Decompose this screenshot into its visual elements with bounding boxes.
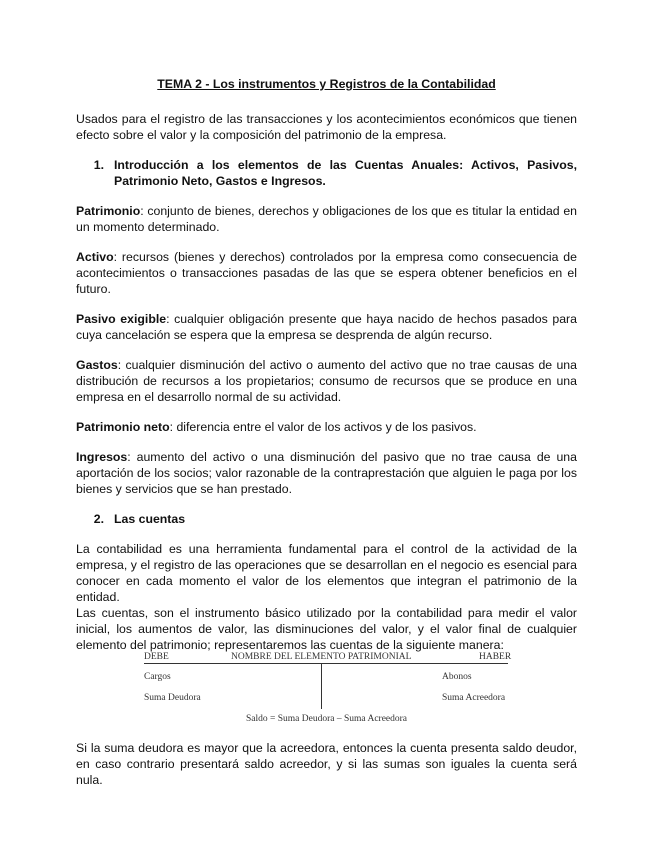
t-account-horizontal-line <box>144 663 508 664</box>
term: Patrimonio neto <box>76 420 170 434</box>
t-account-diagram <box>76 652 577 724</box>
section-2-title: Las cuentas <box>114 512 186 526</box>
t-account-vertical-line <box>321 663 322 709</box>
haber-label: HABER <box>479 652 512 662</box>
term: Pasivo exigible <box>76 312 167 326</box>
section-2-paragraph-2: Las cuentas, son el instrumento básico utilizado por la contabilidad para medir el valor inicial, los aumentos de valor, las disminuciones del valor, y el valor final de cualquier elemento del patrimonio; representaremos las cuentas de la siguiente manera: <box>76 606 577 652</box>
section-1-title: Introducción a los elementos de las Cuentas Anuales: Activos, Pasivos, Patrimonio Neto, Gastos e Ingresos. <box>114 158 577 188</box>
definition-text: : cualquier obligación presente que haya nacido de hechos pasados para cuya cancelación se espera que la empresa se desprenda de algún recurso. <box>76 312 577 342</box>
account-name-label: NOMBRE DEL ELEMENTO PATRIMONIAL <box>231 652 412 662</box>
term: Patrimonio <box>76 204 141 218</box>
definition-patrimonio <box>76 203 577 235</box>
abonos-label: Abonos <box>442 672 472 682</box>
section-2-heading <box>76 511 577 527</box>
saldo-formula: Saldo = Suma Deudora – Suma Acreedora <box>246 714 408 724</box>
term: Ingresos <box>76 450 128 464</box>
definition-gastos <box>76 357 577 405</box>
section-2-paragraph-1: La contabilidad es una herramienta fundamental para el control de la actividad de la empresa, y el registro de las operaciones que se desarrollan en el negocio es esencial para conocer en cada momento el valor de los elementos que integran el patrimonio de la entidad. <box>76 542 577 604</box>
definition-text: : recursos (bienes y derechos) controlados por la empresa como consecuencia de acontecimientos o transacciones pasadas de las que se espera obtener beneficios en el futuro. <box>76 250 577 296</box>
definition-patrimonio-neto <box>76 419 577 435</box>
definition-text: : conjunto de bienes, derechos y obligaciones de los que es titular la entidad en un momento determinado. <box>76 204 577 234</box>
definition-text: : cualquier disminución del activo o aumento del activo que no trae causas de una distribución de recursos a los propietarios; consumo de recursos que se produce en una empresa en el desarrollo normal de su actividad. <box>76 358 577 404</box>
final-paragraph: Si la suma deudora es mayor que la acreedora, entonces la cuenta presenta saldo deudor, en caso contrario presentará saldo acreedor, y si las sumas son iguales la cuenta será nula. <box>76 741 577 787</box>
cargos-label: Cargos <box>144 672 171 682</box>
definition-ingresos <box>76 449 577 497</box>
section-1-heading <box>76 157 577 189</box>
definition-text: : diferencia entre el valor de los activos y de los pasivos. <box>169 420 477 434</box>
section-2-number: 2. <box>93 512 104 526</box>
intro-paragraph: Usados para el registro de las transacciones y los acontecimientos económicos que tienen efecto sobre el valor y la composición del patrimonio de la empresa. <box>76 112 577 142</box>
definition-activo <box>76 249 577 297</box>
suma-deudora-label: Suma Deudora <box>144 693 201 703</box>
definition-text: : aumento del activo o una disminución del pasivo que no trae causa de una aportación de los socios; valor razonable de la contraprestación que alguien le paga por los bienes y servicios que se han prestado. <box>76 450 577 496</box>
debe-label: DEBE <box>144 652 169 662</box>
term: Activo <box>76 250 114 264</box>
definition-pasivo-exigible <box>76 311 577 343</box>
document-page <box>76 72 577 787</box>
section-1-number: 1. <box>93 158 104 172</box>
page-title: TEMA 2 - Los instrumentos y Registros de la Contabilidad <box>157 77 496 91</box>
suma-acreedora-label: Suma Acreedora <box>442 693 506 703</box>
term: Gastos <box>76 358 118 372</box>
